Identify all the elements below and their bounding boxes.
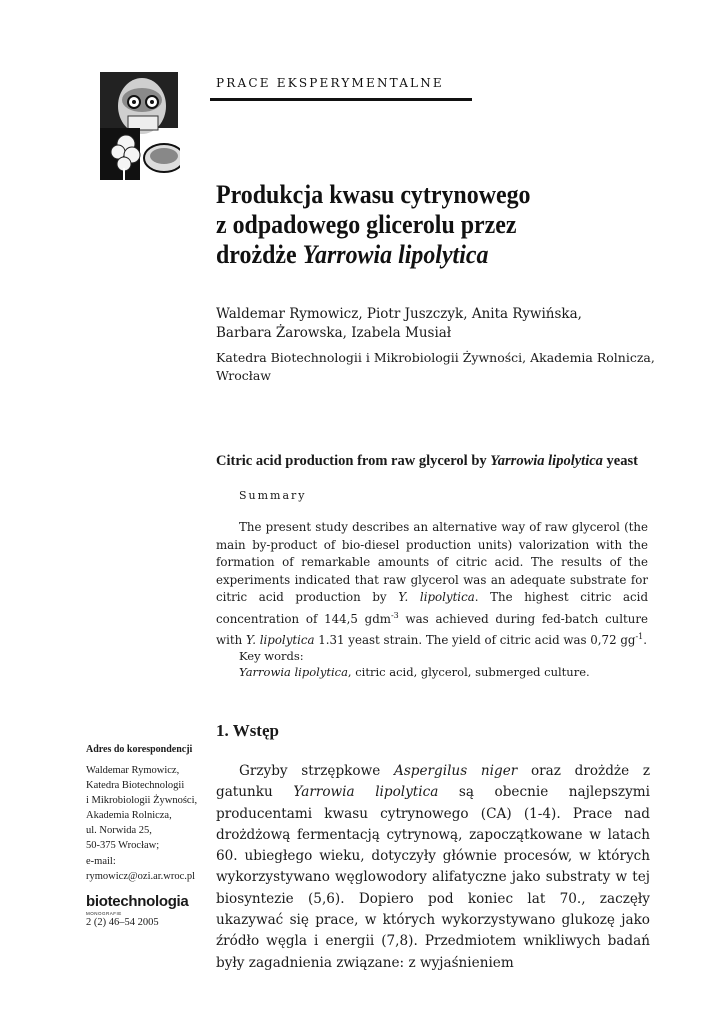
- english-title-species: Yarrowia lipolytica: [490, 453, 603, 469]
- correspondence-line: e-mail:: [86, 855, 116, 867]
- authors: [216, 305, 656, 343]
- correspondence-line: i Mikrobiologii Żywności,: [86, 795, 198, 807]
- summary-text-5: .: [643, 633, 647, 648]
- authors-line-2: Barbara Żarowska, Izabela Musiał: [216, 325, 452, 341]
- title-line-3: [216, 240, 612, 270]
- section-divider: [210, 98, 472, 101]
- intro-text-1: Grzyby strzępkowe: [239, 763, 394, 779]
- correspondence-line: Waldemar Rymowicz,: [86, 765, 180, 776]
- intro-heading: 1. Wstęp: [216, 721, 279, 740]
- intro-species-2: Yarrowia lipolytica: [293, 784, 439, 801]
- english-title-text: Citric acid production from raw glycerol by: [216, 453, 491, 469]
- title-line-3-text: drożdże: [216, 240, 303, 269]
- journal-section-logo: [100, 72, 204, 180]
- english-title: [216, 453, 666, 470]
- summary-paragraph: [216, 519, 648, 650]
- article-title: [216, 180, 612, 270]
- journal-issue: 2 (2) 46–54 2005: [86, 917, 159, 928]
- summary-species-2: Y. lipolytica: [245, 633, 315, 648]
- summary-text-3: was achieved during fed-batch culture with: [216, 611, 649, 648]
- keyword-species: Yarrowia lipolytica: [239, 665, 348, 679]
- summary-text-4: 1.31 yeast strain. The yield of citric acid was 0,72 gg: [314, 633, 636, 648]
- title-line-2: z odpadowego glicerolu przez: [216, 210, 517, 239]
- correspondence-line: Katedra Biotechnologii: [86, 780, 185, 792]
- summary-species-1: Y. lipolytica: [398, 590, 475, 605]
- summary-heading: Summary: [239, 489, 307, 502]
- keywords-heading: Key words:: [239, 649, 304, 663]
- correspondence-line: Akademia Rolnicza,: [86, 810, 172, 822]
- correspondence-line: 50-375 Wrocław;: [86, 840, 160, 852]
- keywords-rest: , citric acid, glycerol, submerged culture.: [347, 665, 590, 679]
- intro-text-3: są obecnie najlepszymi producentami kwasu cytrynowego (CA) (1-4). Prace nad drożdżową fermentacją cytrynową, zapoczątkowane w latach 60. ubiegłego wieku, dotyczyły głównie procesów, w których wykorzystywano węglowodory alifatyczne jako substraty w tej biosyntezie (5,6). Dopiero pod koniec lat 70., zaczęły ukazywać się prace, w których wykorzystywano glukozę jako źródło węgla i energii (7,8). Przedmiotem wnikliwych badań były zagadnienia związane: z wyjaśnieniem: [216, 784, 651, 971]
- affiliation-line-1: Katedra Biotechnologii i Mikrobiologii Żywności, Akademia Rolnicza,: [216, 350, 655, 365]
- affiliation-line-2: Wrocław: [216, 368, 271, 383]
- correspondence-email[interactable]: rymowicz@ozi.ar.wroc.pl: [86, 870, 196, 882]
- intro-species-1: Aspergilus niger: [394, 763, 518, 779]
- correspondence-heading: Adres do korespondencji: [86, 744, 193, 755]
- title-species: Yarrowia lipolytica: [302, 240, 489, 269]
- authors-line-1: Waldemar Rymowicz, Piotr Juszczyk, Anita Rywińska,: [216, 306, 582, 322]
- journal-brand-logo: biotechnologia: [86, 893, 189, 910]
- correspondence-line: ul. Norwida 25,: [86, 825, 152, 837]
- title-line-1: Produkcja kwasu cytrynowego: [216, 180, 531, 209]
- english-title-suffix: yeast: [602, 453, 638, 469]
- keywords: [239, 665, 590, 679]
- section-label: PRACE EKSPERYMENTALNE: [216, 76, 444, 90]
- intro-text-2: oraz drożdże z gatunku: [216, 763, 651, 801]
- intro-paragraph: [216, 761, 650, 974]
- summary-text-2: . The highest citric acid concentration of 144,5 gdm: [216, 590, 648, 626]
- logo-illustration-icon: [100, 72, 204, 180]
- correspondence-address: [86, 763, 216, 884]
- affiliation: [216, 349, 656, 385]
- summary-sup-1: -3: [390, 610, 399, 620]
- journal-brand-subtitle: MONOGRAFIE: [86, 911, 122, 916]
- summary-text-1: The present study describes an alternative way of raw glycerol (the main by-product of bio-diesel production units) valorization with the formation of remarkable amounts of citric acid. The results of the experiments indicated that raw glycerol was an adequate substrate for citric acid production by: [216, 520, 648, 605]
- summary-sup-2: -1: [635, 632, 644, 642]
